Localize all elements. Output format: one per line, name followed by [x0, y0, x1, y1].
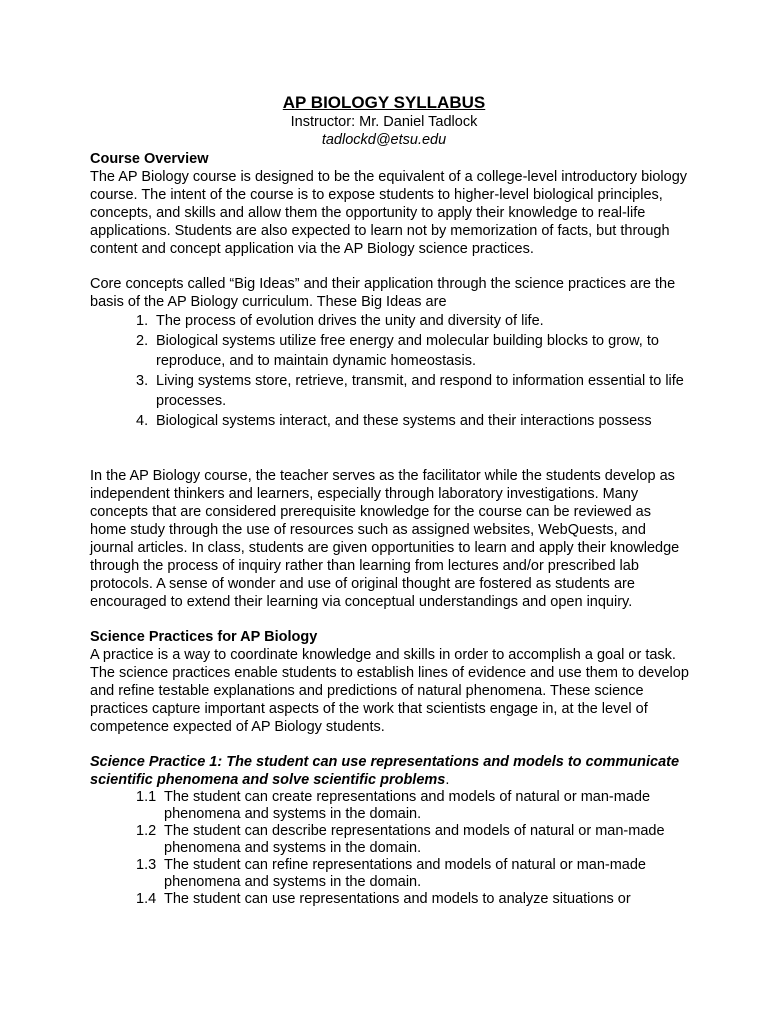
list-item-number: 1.: [136, 313, 149, 329]
list-item-text: The student can create representations and models of natural or man-made phenomena and systems in the domain.: [164, 789, 651, 822]
list-item-number: 1.4: [136, 891, 157, 907]
list-item-number: 4.: [136, 413, 149, 429]
list-item-number: 3.: [136, 373, 149, 389]
list-item-number: 2.: [136, 333, 149, 349]
list-item-number: 1.2: [136, 823, 157, 839]
science-practice-1-list: [90, 789, 690, 908]
list-item-text: The process of evolution drives the unity and diversity of life.: [156, 313, 544, 329]
list-item-text: Biological systems interact, and these systems and their interactions possess: [156, 413, 652, 429]
science-practice-1-title: Science Practice 1: The student can use representations and models to communicate scientific phenomena and solve scientific problems: [90, 754, 680, 788]
list-item-text: The student can refine representations and models of natural or man-made phenomena and systems in the domain.: [164, 857, 646, 890]
list-item: [90, 411, 690, 431]
list-item: [90, 371, 690, 411]
document-body: [90, 150, 690, 908]
instructor-line: Instructor: Mr. Daniel Tadlock: [290, 114, 478, 130]
list-item: [90, 857, 690, 891]
list-item-text: The student can use representations and models to analyze situations or: [164, 891, 631, 907]
list-item-number: 1.1: [136, 789, 157, 805]
list-item: [90, 823, 690, 857]
document-header: [0, 93, 768, 149]
list-item-text: Living systems store, retrieve, transmit, and respond to information essential to life processes.: [156, 373, 684, 409]
list-item-text: The student can describe representations and models of natural or man-made phenomena and systems in the domain.: [164, 823, 665, 856]
list-item: [90, 891, 690, 908]
course-overview-paragraph-3: In the AP Biology course, the teacher serves as the facilitator while the students develop as independent thinkers and learners, especially through laboratory investigations. Many concepts that are considered prerequisite knowledge for the course can be reviewed as home study through the use of resources such as assigned websites, WebQuests, and journal articles. In class, students are given opportunities to learn and apply their knowledge through the process of inquiry rather than learning from lectures and/or prescribed lab protocols. A sense of wonder and use of original thought are fostered as students are encouraged to extend their learning via conceptual understandings and open inquiry.: [90, 468, 680, 610]
science-practices-paragraph: A practice is a way to coordinate knowledge and skills in order to accomplish a goal or task. The science practices enable students to establish lines of evidence and use them to develop and refine testable explanations and predictions of natural phenomena. These science practices capture important aspects of the work that scientists engage in, at the level of competence expected of AP Biology students.: [90, 647, 689, 735]
science-practice-1-heading: [90, 753, 690, 789]
course-overview-paragraph-2: Core concepts called “Big Ideas” and their application through the science practices are the basis of the AP Biology curriculum. These Big Ideas are: [90, 276, 676, 310]
science-practice-1-period: .: [445, 772, 450, 788]
big-ideas-list: [90, 311, 690, 431]
list-item: [90, 331, 690, 371]
list-item: [90, 789, 690, 823]
course-overview-heading: Course Overview: [90, 151, 209, 167]
list-item-text: Biological systems utilize free energy and molecular building blocks to grow, to reproduce, and to maintain dynamic homeostasis.: [156, 333, 659, 369]
instructor-email: tadlockd@etsu.edu: [321, 132, 447, 148]
science-practices-heading: Science Practices for AP Biology: [90, 629, 318, 645]
course-overview-paragraph-1: The AP Biology course is designed to be the equivalent of a college-level introductory biology course. The intent of the course is to expose students to higher-level biological principles, concepts, and skills and allow them the opportunity to apply their knowledge to real-life applications. Students are also expected to learn not by memorization of facts, but through content and concept application via the AP Biology science practices.: [90, 169, 688, 257]
list-item: [90, 311, 690, 331]
list-item-number: 1.3: [136, 857, 157, 873]
document-title: AP BIOLOGY SYLLABUS: [282, 93, 486, 112]
